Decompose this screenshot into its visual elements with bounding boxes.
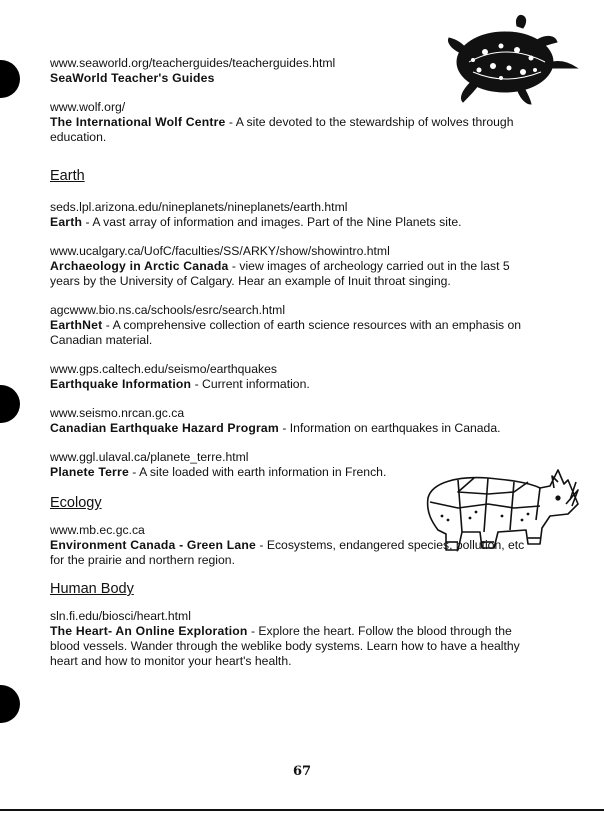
entry-url[interactable]: seds.lpl.arizona.edu/nineplanets/nineplanets/earth.html [50, 200, 348, 214]
entry-the-heart [50, 609, 540, 669]
entry-description: - A site loaded with earth information in French. [128, 465, 387, 479]
entry-title: Environment Canada - Green Lane [50, 538, 256, 552]
entry-url[interactable]: agcwww.bio.ns.ca/schools/esrc/search.html [50, 303, 286, 317]
bottom-rule [0, 809, 604, 811]
entry-url[interactable]: www.wolf.org/ [50, 100, 126, 114]
entry-description: - view images of archeology carried out in the last 5 years by the University of Calgary. Hear an example of Inuit throat singing. [50, 259, 510, 288]
entry-url[interactable]: sln.fi.edu/biosci/heart.html [50, 609, 191, 623]
entry-environment-canada [50, 523, 540, 568]
entry-title: Earth [50, 215, 83, 229]
entry-url[interactable]: www.seaworld.org/teacherguides/teacherguides.html [50, 56, 336, 70]
entry-url[interactable]: www.mb.ec.gc.ca [50, 523, 145, 537]
entry-description: - Explore the heart. Follow the blood through the blood vessels. Wander through the weblike body systems. Learn how to have a healthy heart and how to monitor your heart's health. [50, 624, 520, 668]
entry-title: EarthNet [50, 318, 103, 332]
section-heading-ecology: Ecology [50, 495, 102, 511]
entry-title: Canadian Earthquake Hazard Program [50, 421, 279, 435]
entry-archaeology-arctic [50, 244, 540, 289]
binder-hole-middle [0, 385, 20, 423]
entry-earth-nine-planets [50, 200, 540, 230]
entry-planete-terre [50, 450, 540, 480]
entry-title: The Heart- An Online Exploration [50, 624, 248, 638]
entry-title: Planete Terre [50, 465, 129, 479]
entry-description: - Current information. [191, 377, 310, 391]
entry-title: Earthquake Information [50, 377, 192, 391]
entry-url[interactable]: www.ggl.ulaval.ca/planete_terre.html [50, 450, 249, 464]
entry-url[interactable]: www.seismo.nrcan.gc.ca [50, 406, 185, 420]
page-number: 67 [292, 764, 312, 779]
entry-earthquake-information [50, 362, 540, 392]
entry-title: Archaeology in Arctic Canada [50, 259, 229, 273]
section-heading-earth: Earth [50, 168, 85, 184]
binder-hole-bottom [0, 685, 20, 723]
entry-seaworld [50, 56, 540, 86]
section-heading-human-body: Human Body [50, 581, 134, 597]
entry-description: - A comprehensive collection of earth science resources with an emphasis on Canadian material. [50, 318, 522, 347]
entry-title: The International Wolf Centre [50, 115, 226, 129]
entry-description: - A vast array of information and images. Part of the Nine Planets site. [82, 215, 462, 229]
entry-canadian-earthquake-hazard [50, 406, 540, 436]
entry-earthnet [50, 303, 540, 348]
entry-title: SeaWorld Teacher's Guides [50, 71, 215, 85]
binder-hole-top [0, 60, 20, 98]
entry-description: - Ecosystems, endangered species, pollution, etc for the prairie and northern region. [50, 538, 525, 567]
entry-url[interactable]: www.gps.caltech.edu/seismo/earthquakes [50, 362, 277, 376]
entry-description: - A site devoted to the stewardship of wolves through education. [50, 115, 514, 144]
entry-url[interactable]: www.ucalgary.ca/UofC/faculties/SS/ARKY/show/showintro.html [50, 244, 390, 258]
entry-wolf-centre [50, 100, 540, 145]
entry-description: - Information on earthquakes in Canada. [278, 421, 501, 435]
document-body [50, 56, 540, 683]
